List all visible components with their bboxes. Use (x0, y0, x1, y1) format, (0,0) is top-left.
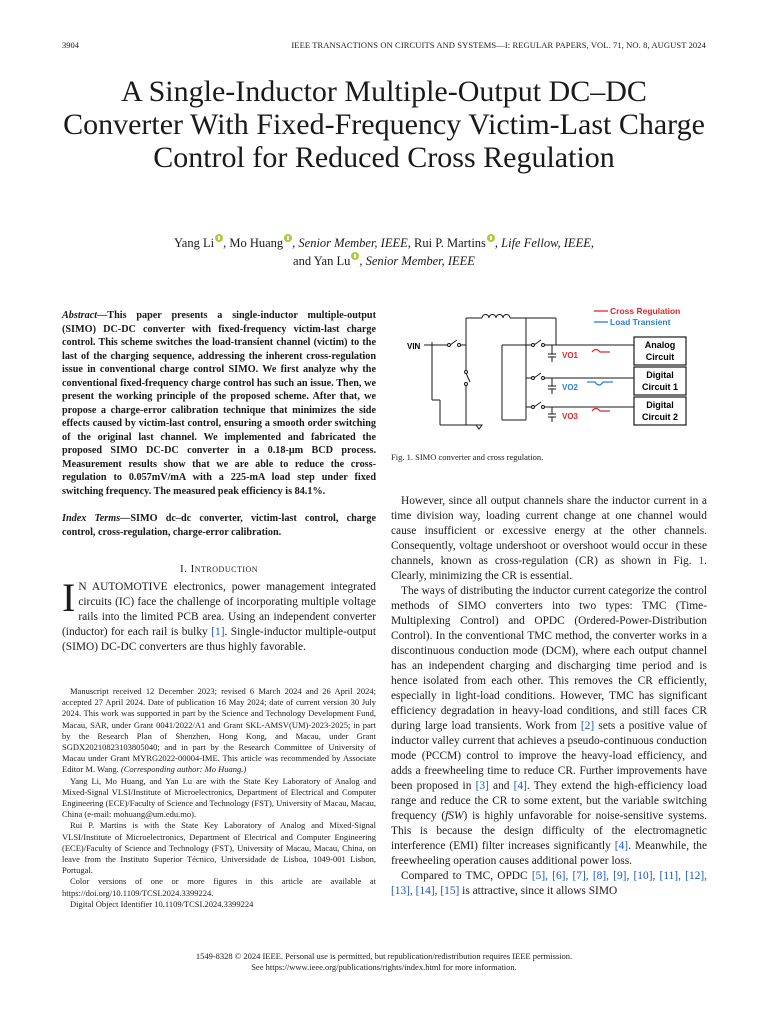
paper-title: A Single-Inductor Multiple-Output DC–DC Converter With Fixed-Frequency Victim-Last Charge Control for Reduced Cross Regulation (63, 75, 705, 174)
author-name: Rui P. Martins (414, 236, 486, 250)
load-transient-wave (587, 382, 613, 385)
copyright-footer: 1549-8328 © 2024 IEEE. Personal use is permitted, but republication/redistribution requires IEEE permission. See https://www.ieee.org/publications/rights/index.html for more information. (195, 951, 573, 972)
footnote-affiliation: Yang Li, Mo Huang, and Yan Lu are with the State Key Laboratory of Analog and Mixed-Signal VLSI/Institute of Microelectronics, Department of Electrical and Computer Engineering (ECE)/Faculty of Science and Technology (FST), University of Macau, Macau, China (e-mail: mohuang@um.edu.mo). (62, 775, 376, 820)
author-name: Mo Huang (229, 236, 284, 250)
cross-regulation-wave-2 (592, 409, 610, 412)
svg-text:Digital: Digital (646, 400, 674, 410)
index-terms-text: SIMO dc–dc converter, victim-last control, charge control, cross-regulation, charge-error calibration. (62, 513, 376, 538)
right-column-body (391, 494, 707, 899)
author-name: Yang Li (174, 236, 215, 250)
drop-cap: I (62, 575, 76, 620)
intro-paragraph: I N AUTOMOTIVE electronics, power management integrated circuits (IC) face the challenge of incorporating multiple voltage rails into the limited PCB area. Using an independent converter (inductor) for each rail is bulky [1]. Single-inductor multiple-output (SIMO) DC-DC converters are thus highly favorable. (62, 575, 377, 653)
vo2-label: VO2 (562, 383, 579, 392)
citation-link-group[interactable]: [5], [6], [7], [8], [9], [10], [11], [12], [13], [14], [15] (391, 870, 707, 897)
abstract (62, 309, 376, 498)
footnote-doi: Digital Object Identifier 10.1109/TCSI.2024.3399224 (70, 898, 254, 909)
author-list: Yang Li , Mo Huang , Senior Member, IEEE, Rui P. Martins , Life Fellow, IEEE, and Yan Lu , Senior Member, IEEE (174, 236, 594, 268)
orcid-icon[interactable] (487, 234, 495, 242)
footnote-manuscript: Manuscript received 12 December 2023; revised 6 March 2024 and 26 April 2024; accepted 27 April 2024. Date of publication 16 May 2024; date of current version 30 July 2024. This work was supported in part by the Science and Technology Development Fund, Macau, SAR, under Grant 0041/2022/A1 and Grant SKL-AMSV(UM)-2023-2025; in part by the Research Plan of Shenzhen, Hong Kong, and Macau, under Grant SGDX2021082310380504​0; and in part by the Research Committee of University of Macau under Grant MYRG2022-00004-IME. This article was recommended by Associate Editor M. Wang. (Corresponding author: Mo Huang.) (62, 686, 376, 775)
figure-1-caption: Fig. 1. SIMO converter and cross regulation. (391, 452, 544, 462)
svg-text:Analog: Analog (644, 340, 676, 350)
section-heading: I. Introduction (179, 563, 259, 575)
svg-text:Circuit 1: Circuit 1 (641, 382, 679, 392)
vo3-label: VO3 (562, 412, 579, 421)
output-switch-2 (526, 373, 562, 380)
citation-link[interactable]: [2] (580, 720, 595, 732)
orcid-icon[interactable] (284, 234, 292, 242)
citation-link[interactable]: [1] (211, 626, 225, 638)
footnote-affiliation: Rui P. Martins is with the State Key Laboratory of Analog and Mixed-Signal VLSI/Institute of Microelectronics, Department of Electrical and Computer Engineering (ECE)/Faculty of Science and Technology (FST), University of Macau, Macau, China, on leave from the Instituto Superior Técnico, Universidade de Lisboa, 1049-001 Lisbon, Portugal. (62, 820, 376, 876)
svg-text:Circuit 2: Circuit 2 (641, 412, 679, 422)
index-terms-label: Index Terms— (62, 513, 131, 524)
footnote-color-versions: Color versions of one or more figures in this article are available at https://doi.org/10.1109/TCSI.2024.3399224. (62, 876, 376, 898)
output-switch-3 (526, 402, 562, 409)
author-role: Senior Member, IEEE (365, 254, 475, 268)
journal-header: IEEE TRANSACTIONS ON CIRCUITS AND SYSTEMS—I: REGULAR PAPERS, VOL. 71, NO. 8, AUGUST 2024 (291, 40, 706, 50)
orcid-icon[interactable] (215, 234, 223, 242)
citation-link[interactable]: [3] (475, 780, 489, 792)
figure-link[interactable]: 1 (698, 555, 705, 567)
page-number: 3904 (62, 40, 79, 50)
vo1-label: VO1 (562, 351, 579, 360)
paragraph: However, since all output channels share the inductor current in a time division way, loading current change at one channel would cause insufficient or excessive energy at the other channels. Consequently, voltage undershoot or overshoot would occur in these channels, known as cross-regulation (CR) as shown in Fig. 1. Clearly, minimizing the CR is essential. (391, 495, 707, 582)
figure-1-schematic (402, 300, 702, 430)
output-cap-3 (548, 407, 556, 422)
output-switch-1 (526, 340, 562, 347)
citation-link[interactable]: [4] (513, 780, 527, 792)
author-role: Life Fellow, IEEE (501, 236, 591, 250)
legend-cross-label: Cross Regulation (610, 306, 681, 316)
abstract-text: This paper presents a single-inductor multiple-output (SIMO) DC-DC converter with fixed-frequency victim-last charge control. This scheme switches the load-transient channel (victim) to the last of the charging sequence, addressing the inherent cross-regulation issue in conventional charge control SIMO. We first analyze why the conventional fixed-frequency charge control has such an issue. Then, we present the working principle of the proposed scheme. After that, we propose a charge-error calibration technique that minimizes the side effects caused by victim-last control, ensuring a smooth order switching of the original last channel. We implemented and fabricated the proposed SIMO DC-DC converter in a 0.18-μm BCD process. Measurement results show that we are able to reduce the cross-regulation to 0.057mV/mA with a 225-mA load step under fixed switching frequency. The measured peak efficiency is 84.1%. (62, 310, 376, 497)
index-terms (62, 512, 376, 539)
abstract-label: Abstract— (62, 310, 108, 321)
footnotes (62, 686, 376, 910)
citation-link[interactable]: [4] (614, 840, 629, 852)
paragraph: The ways of distributing the inductor current categorize the control methods of SIMO converters into two types: TMC (Time-Multiplexing Control) and OPDC (Ordered-Power-Distribution Control). In the conventional TMC method, the converter works in a discontinuous conduction mode (DCM), where each output channel has an independent charging and discharging time period and is hence isolated from each other. This removes the CR efficiently, especially in light-load conditions. However, TMC has significant efficiency degradation in heavy-load conditions, and still faces CR during large load transients. Work from [2] sets a positive value of inductor valley current that achieves a pseudo-continuous conduction mode (PCCM) control to improve the heavy-load efficiency, and adds a freewheeling time to reduce CR. Further improvements have been proposed in [3] and [4]. They extend the high-efficiency load range and reduce the CR to some extent, but the variable switching frequency (fSW) is highly unfavorable for noise-sensitive systems. This is because the design difficulty of the electromagnetic interference (EMI) filter increases significantly [4]. Meanwhile, the freewheeling operation causes additional power loss. (391, 585, 707, 867)
output-cap-1 (548, 345, 556, 362)
paragraph: Compared to TMC, OPDC [5], [6], [7], [8], [9], [10], [11], [12], [13], [14], [15] is attractive, since it allows SIMO (391, 870, 707, 897)
legend-load-label: Load Transient (610, 317, 671, 327)
svg-text:Digital: Digital (646, 370, 674, 380)
orcid-icon[interactable] (351, 252, 359, 260)
output-cap-2 (548, 378, 556, 394)
svg-text:Circuit: Circuit (645, 352, 675, 362)
author-name: Yan Lu (313, 254, 351, 268)
inductor-symbol (482, 315, 510, 319)
cross-regulation-wave-1 (592, 350, 610, 353)
author-role: Senior Member, IEEE (298, 236, 408, 250)
vin-label: VIN (407, 342, 421, 351)
